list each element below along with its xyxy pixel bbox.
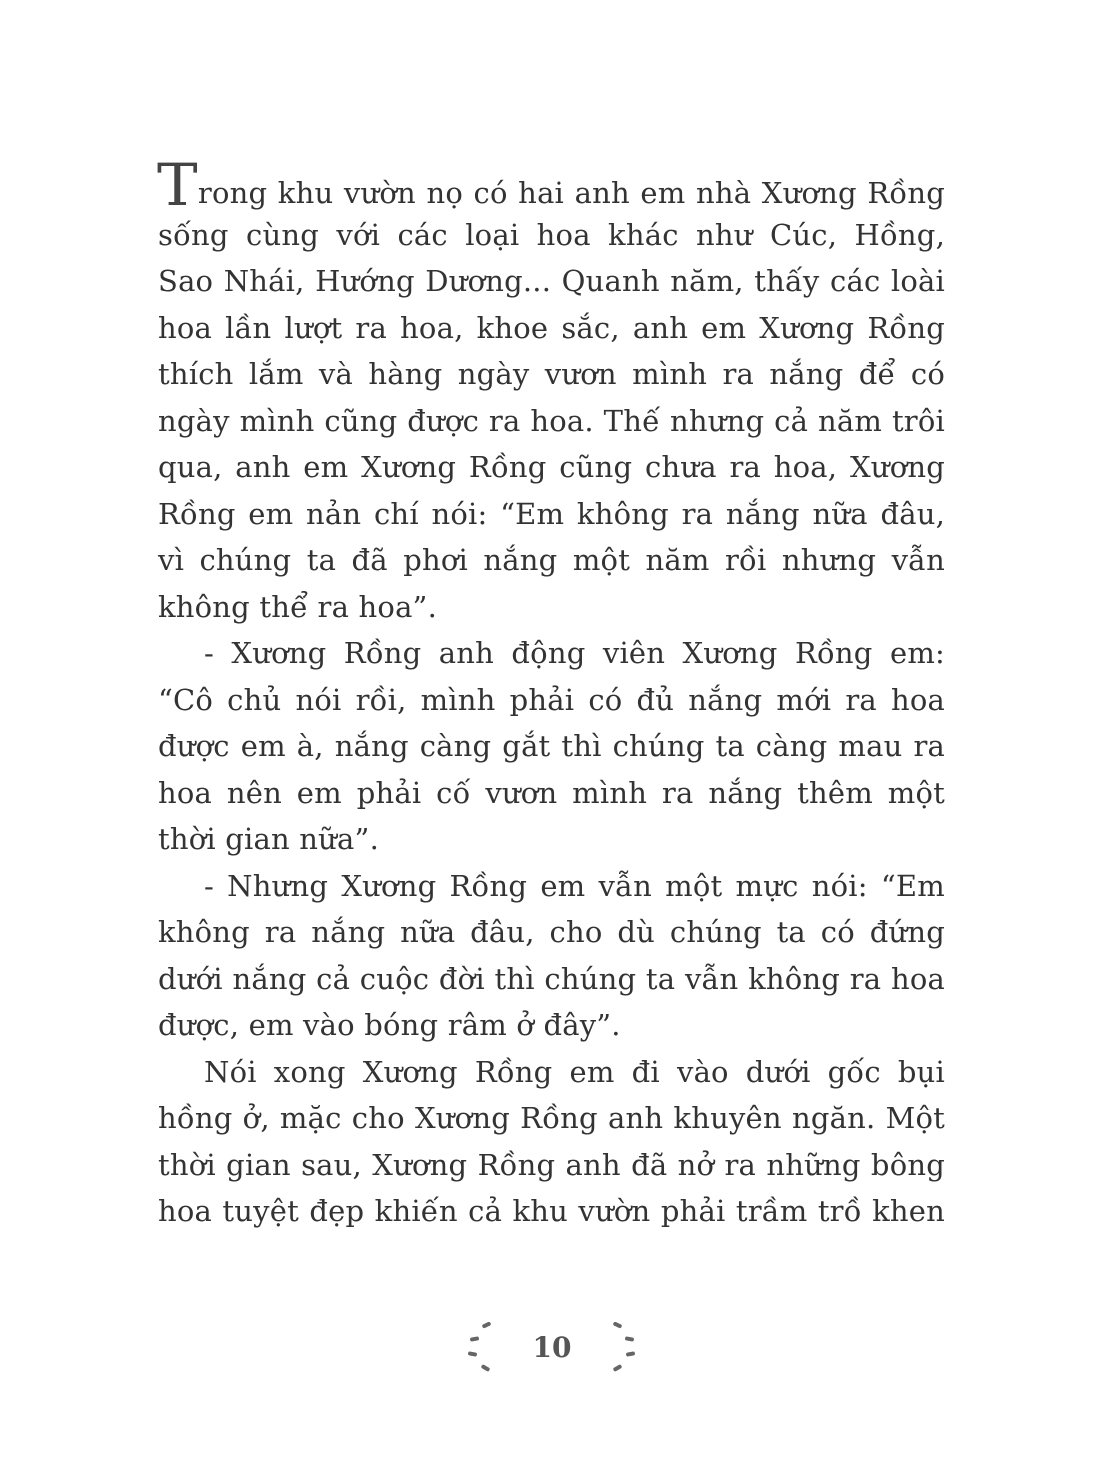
first-line-text: rong khu vườn nọ có hai anh em nhà Xương Rồng [197,176,945,210]
dash [613,1364,623,1372]
page-footer [0,1315,1103,1385]
dash [468,1351,478,1357]
text-line: được em à, nắng càng gắt thì chúng ta càng mau ra [158,729,945,763]
text-line: hoa tuyệt đẹp khiến cả khu vườn phải trầm trồ khen [158,1194,945,1228]
text-line: - Nhưng Xương Rồng em vẫn một mực nói: “Em [204,868,945,903]
right-sunburst-icon [604,1315,664,1385]
text-line: hoa nên em phải cố vươn mình ra nắng thêm một [158,775,945,810]
page-number: 10 [532,1331,572,1364]
dash [613,1321,623,1328]
text-line: Rồng em nản chí nói: “Em không ra nắng nữa đâu, [158,496,945,531]
text-line: không thể ra hoa”. [158,589,438,624]
text-line: được, em vào bóng râm ở đây”. [158,1008,621,1042]
text-line: Nói xong Xương Rồng em đi vào dưới gốc bụi [204,1054,945,1089]
text-line: thích lắm và hàng ngày vươn mình ra nắng để có [158,357,945,391]
text-line: vì chúng ta đã phơi nắng một năm rồi nhưng vẫn [158,543,945,577]
text-line: Sao Nhái, Hướng Dương... Quanh năm, thấy các loài [158,264,945,298]
text-line: thời gian nữa”. [158,822,379,856]
story-text [157,151,945,1235]
text-line: “Cô chủ nói rồi, mình phải có đủ nắng mới ra hoa [158,682,945,717]
text-line: qua, anh em Xương Rồng cũng chưa ra hoa, Xương [158,450,945,484]
first-line [157,151,945,219]
dash [470,1336,480,1342]
drop-cap: T [157,151,198,219]
text-line: hoa lần lượt ra hoa, khoe sắc, anh em Xương Rồng [158,310,945,345]
dash [481,1364,491,1372]
text-line: ngày mình cũng được ra hoa. Thế nhưng cả năm trôi [158,403,945,438]
text-line: thời gian sau, Xương Rồng anh đã nở ra những bông [158,1147,945,1182]
dash [625,1336,635,1342]
text-line: hồng ở, mặc cho Xương Rồng anh khuyên ngăn. Một [158,1101,945,1135]
text-line: dưới nắng cả cuộc đời thì chúng ta vẫn không ra hoa [158,961,945,996]
text-line: không ra nắng nữa đâu, cho dù chúng ta có đứng [158,915,945,949]
dash [626,1351,636,1357]
dash [482,1321,492,1328]
text-line: sống cùng với các loại hoa khác như Cúc, Hồng, [158,217,945,252]
text-line: - Xương Rồng anh động viên Xương Rồng em: [204,636,945,670]
